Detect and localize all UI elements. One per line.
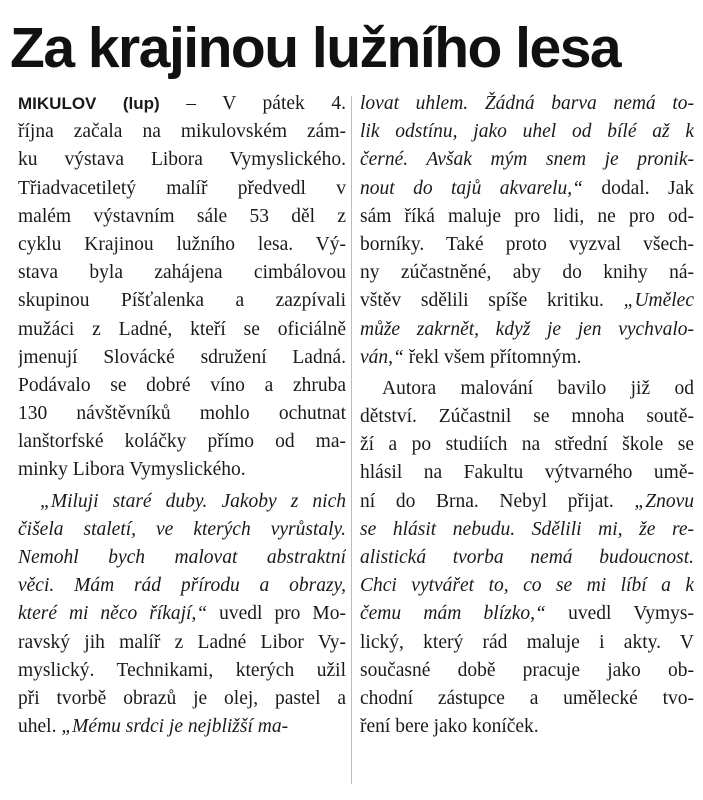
text-segment: „Mému srdci je nejbližší ma- — [61, 716, 289, 738]
text-segment: borníky. Také proto vyzval všech- — [360, 233, 694, 255]
text-segment: ží a po studiích na střední škole se — [360, 434, 694, 456]
text-segment: může zakrnět, když je jen vychvalo- — [360, 318, 694, 340]
text-segment: Nemohl bych malovat abstraktní — [18, 547, 346, 568]
text-segment: – V pátek 4. — [186, 93, 346, 114]
text-line — [360, 713, 694, 741]
text-line — [360, 344, 694, 372]
text-segment: ření bere jako koníček. — [360, 716, 539, 738]
text-segment: jmenují Slovácké sdružení Ladná. — [18, 346, 346, 368]
text-segment: Podávalo se dobré víno a zhruba — [18, 374, 346, 396]
text-line — [18, 203, 346, 231]
text-segment: při tvorbě obrazů je olej, pastel a — [18, 687, 346, 709]
text-segment: čemu mám blízko,“ — [360, 603, 546, 625]
text-line — [360, 316, 694, 344]
text-line — [18, 344, 346, 372]
text-line — [360, 375, 694, 403]
text-segment: uvedl pro Mo- — [207, 603, 346, 625]
text-line — [18, 516, 346, 544]
text-segment: dodal. Jak — [582, 177, 694, 199]
text-line — [360, 544, 694, 572]
text-line — [360, 488, 694, 516]
text-segment: řekl všem přítomným. — [403, 346, 582, 368]
text-segment: ván,“ — [360, 346, 404, 368]
text-segment: myslický. Technikami, kterých užil — [18, 659, 346, 681]
column-divider — [351, 96, 352, 784]
text-segment: věci. Mám rád přírodu a obrazy, — [18, 575, 346, 597]
text-line — [18, 600, 346, 628]
text-line — [18, 316, 346, 344]
text-segment: 130 návštěvníků mohlo ochutnat — [18, 403, 346, 425]
text-line — [360, 459, 694, 487]
text-segment: skupinou Píšťalenka a zazpívali — [18, 290, 346, 312]
text-line — [18, 544, 346, 572]
text-line — [18, 713, 346, 741]
text-segment: malém výstavním sále 53 děl z — [18, 205, 346, 227]
text-line — [18, 685, 346, 713]
text-line — [18, 175, 346, 203]
text-line — [18, 372, 346, 400]
text-segment: minky Libora Vymyslického. — [18, 459, 246, 481]
text-line — [18, 572, 346, 600]
text-line — [18, 629, 346, 657]
text-line — [18, 488, 346, 516]
text-segment: vštěv sdělili spíše kritiku. — [360, 290, 624, 312]
text-segment: ravský jih malíř z Ladné Libor Vy- — [18, 631, 346, 653]
text-segment: „Miluji staré duby. Jakoby z nich — [40, 490, 346, 512]
text-line — [360, 203, 694, 231]
text-line — [18, 400, 346, 428]
text-line — [360, 259, 694, 287]
text-line — [360, 657, 694, 685]
text-line — [360, 685, 694, 713]
text-line — [360, 231, 694, 259]
text-line — [18, 231, 346, 259]
article-headline: Za krajinou lužního lesa — [10, 16, 621, 80]
text-line — [360, 146, 694, 174]
text-line — [360, 516, 694, 544]
text-segment: černé. Avšak mým snem je pronik- — [360, 149, 694, 171]
text-line — [360, 572, 694, 600]
text-segment: současné době pracuje jako ob- — [360, 659, 694, 681]
text-line — [360, 90, 694, 118]
text-segment: Autora malování bavilo již od — [382, 377, 694, 399]
text-segment: uvedl Vymys- — [545, 603, 694, 625]
text-segment: se hlásit nebudu. Sdělili mi, že re- — [360, 518, 694, 540]
text-line — [360, 600, 694, 628]
text-segment: ny zúčastněné, aby do knihy ná- — [360, 262, 694, 284]
text-line — [18, 90, 346, 118]
text-segment: hlásil na Fakultu výtvarného umě- — [360, 462, 694, 484]
text-line — [360, 118, 694, 146]
text-line — [360, 629, 694, 657]
text-line — [360, 287, 694, 315]
text-segment: dětství. Zúčastnil se mnoha soutě- — [360, 406, 694, 428]
text-segment: ku výstava Libora Vymyslického. — [18, 149, 346, 171]
text-segment: sám říká maluje pro lidi, ne pro od- — [360, 205, 694, 227]
text-segment: Třiadvacetiletý malíř předvedl v — [18, 177, 346, 199]
text-line — [18, 456, 346, 484]
text-segment: ní do Brna. Nebyl přijat. — [360, 490, 635, 512]
text-line — [18, 657, 346, 685]
text-segment: které mi něco říkají,“ — [18, 603, 208, 625]
text-segment: cyklu Krajinou lužního lesa. Vý- — [18, 233, 346, 255]
text-line — [18, 146, 346, 174]
text-segment: lik odstínu, jako uhel od bílé až k — [360, 121, 694, 143]
text-line — [360, 175, 694, 203]
text-line — [360, 403, 694, 431]
text-segment: října začala na mikulovském zám- — [18, 121, 346, 143]
text-segment: nout do tajů akvarelu,“ — [360, 177, 583, 199]
text-segment: mužáci z Ladné, kteří se oficiálně — [18, 318, 346, 340]
dateline: MIKULOV (lup) — [18, 94, 160, 113]
text-line — [18, 287, 346, 315]
text-segment: stava byla zahájena cimbálovou — [18, 262, 346, 284]
text-segment: alistická tvorba nemá budoucnost. — [360, 547, 694, 568]
text-segment: „Znovu — [634, 490, 694, 512]
text-segment: lický, který rád maluje i akty. V — [360, 631, 694, 653]
text-line — [18, 118, 346, 146]
text-segment: Chci vytvářet to, co se mi líbí a k — [360, 575, 694, 597]
text-segment: lovat uhlem. Žádná barva nemá to- — [360, 93, 694, 114]
text-line — [18, 428, 346, 456]
article-column-left — [18, 90, 346, 741]
text-line — [360, 431, 694, 459]
text-segment: čišela staletí, ve kterých vyrůstaly. — [18, 518, 346, 540]
article-column-right — [360, 90, 694, 741]
text-segment: uhel. — [18, 716, 62, 738]
text-line — [18, 259, 346, 287]
text-segment: „Umělec — [623, 290, 694, 312]
text-segment: chodní zástupce a umělecké tvo- — [360, 687, 694, 709]
text-segment: lanštorfské koláčky přímo od ma- — [18, 431, 346, 453]
